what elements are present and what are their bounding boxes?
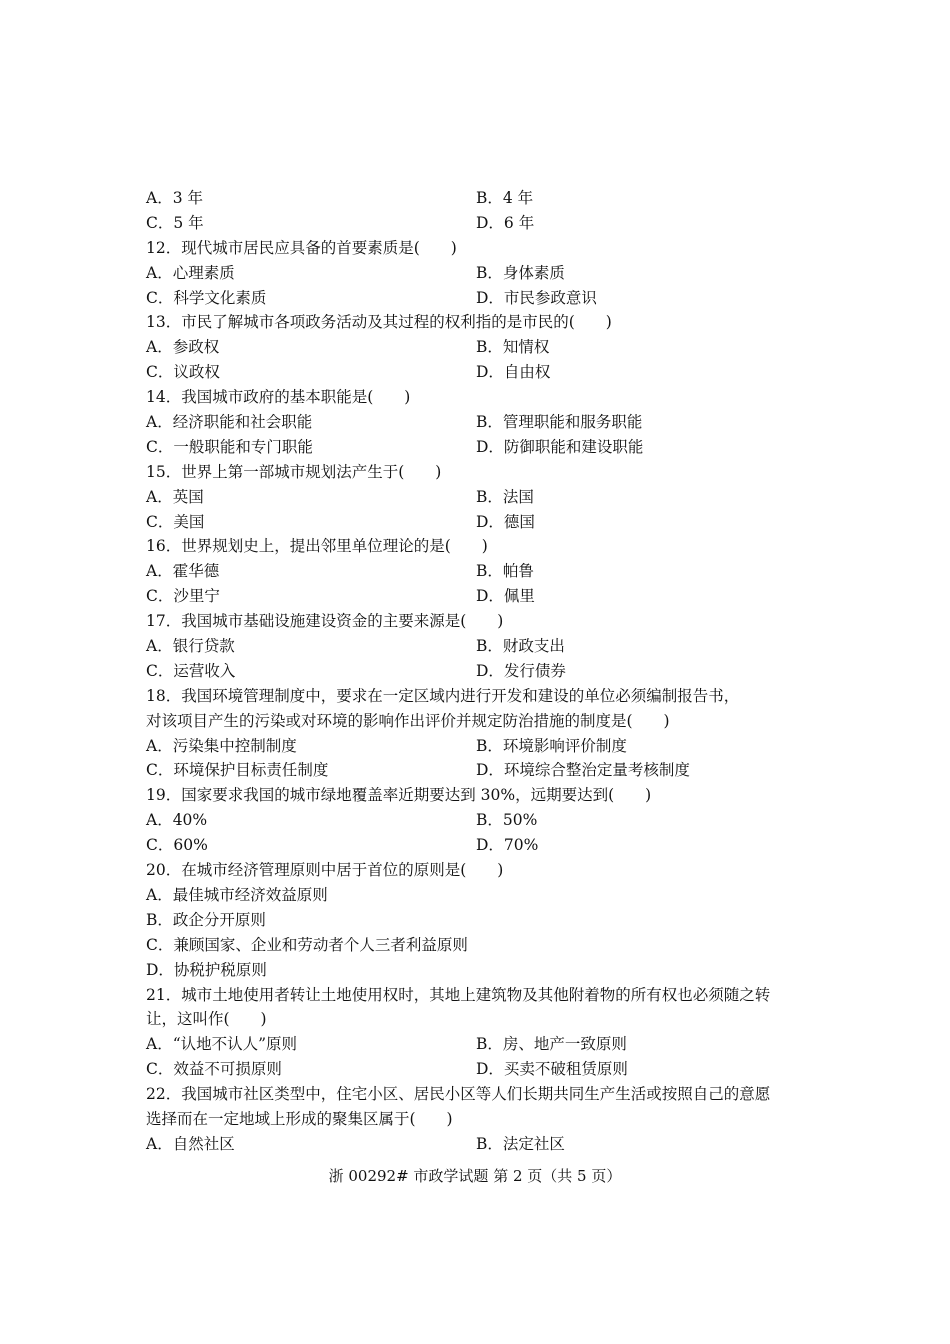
answer-option: A．参政权: [146, 338, 220, 357]
option-row: [146, 335, 826, 360]
option-row: [146, 286, 826, 311]
answer-option: C．沙里宁: [146, 587, 220, 606]
answer-option: B．管理职能和服务职能: [476, 413, 643, 432]
answer-option: A．污染集中控制制度: [146, 736, 297, 755]
question-q14: [146, 385, 826, 460]
answer-option: D．佩里: [476, 587, 535, 606]
question-q19: [146, 783, 826, 858]
option-row: [146, 659, 826, 684]
option-row: [146, 211, 826, 236]
answer-option: A．自然社区: [146, 1134, 235, 1153]
answer-option: D．协税护税原则: [146, 960, 267, 979]
option-row: [146, 1032, 826, 1057]
answer-option: A．最佳城市经济效益原则: [146, 885, 328, 904]
answer-option: A．40%: [146, 811, 208, 830]
answer-option: D．自由权: [476, 363, 551, 382]
option-row: [146, 833, 826, 858]
option-row: [146, 510, 826, 535]
option-row: [146, 584, 826, 609]
answer-option: A．“认地不认人”原则: [146, 1035, 298, 1054]
question-stem: 让，这叫作( ): [146, 1010, 267, 1029]
answer-option: C．议政权: [146, 363, 220, 382]
question-stem: 13．市民了解城市各项政务活动及其过程的权利指的是市民的( ): [146, 313, 612, 332]
question-q18: [146, 684, 826, 784]
option-row: [146, 261, 826, 286]
question-q12: [146, 236, 826, 311]
question-stem: 17．我国城市基础设施建设资金的主要来源是( ): [146, 612, 504, 631]
option-row: [146, 435, 826, 460]
question-stem: 19．国家要求我国的城市绿地覆盖率近期要达到 30%，远期要达到( ): [146, 786, 652, 805]
answer-option: C．美国: [146, 512, 205, 531]
answer-option: A．经济职能和社会职能: [146, 413, 313, 432]
question-q15: [146, 460, 826, 535]
answer-option: B．4 年: [476, 189, 534, 207]
answer-option: D．市民参政意识: [476, 288, 597, 307]
answer-option: C．60%: [146, 836, 208, 855]
answer-option: C．效益不可损原则: [146, 1060, 282, 1079]
answer-option: B．房、地产一致原则: [476, 1035, 627, 1054]
page-footer: 浙 00292# 市政学试题 第 2 页（共 5 页）: [328, 1167, 622, 1185]
option-row: [146, 808, 826, 833]
answer-option: D．防御职能和建设职能: [476, 437, 644, 456]
answer-option: D．发行债券: [476, 661, 566, 680]
question-stem: 16．世界规划史上，提出邻里单位理论的是( ): [146, 537, 488, 556]
option-row: [146, 559, 826, 584]
answer-option: B．财政支出: [476, 637, 565, 656]
answer-option: B．法国: [476, 487, 534, 506]
answer-option: B．环境影响评价制度: [476, 736, 627, 755]
answer-option: D．环境综合整治定量考核制度: [476, 761, 690, 780]
answer-option: A．银行贷款: [146, 637, 235, 656]
answer-option: A．霍华德: [146, 562, 220, 581]
option-row: [146, 186, 826, 211]
answer-option: C．一般职能和专门职能: [146, 437, 313, 456]
option-row: [146, 360, 826, 385]
question-q17: [146, 609, 826, 684]
question-stem: 21．城市土地使用者转让土地使用权时，其地上建筑物及其他附着物的所有权也必须随之转: [146, 985, 771, 1004]
option-row: [146, 634, 826, 659]
question-q22: [146, 1082, 826, 1157]
question-q20: [146, 858, 826, 982]
question-stem: 15．世界上第一部城市规划法产生于( ): [146, 462, 442, 481]
answer-option: D．70%: [476, 836, 539, 855]
option-row: [146, 485, 826, 510]
question-stem: 选择而在一定地域上形成的聚集区属于( ): [146, 1109, 453, 1128]
question-q16: [146, 534, 826, 609]
answer-option: D．6 年: [476, 213, 535, 232]
answer-option: B．50%: [476, 811, 538, 830]
answer-option: B．法定社区: [476, 1134, 565, 1153]
question-stem: 对该项目产生的污染或对环境的影响作出评价并规定防治措施的制度是( ): [146, 711, 670, 730]
option-row: [146, 734, 826, 759]
question-stem: 14．我国城市政府的基本职能是( ): [146, 388, 411, 407]
answer-option: B．帕鲁: [476, 562, 534, 581]
answer-option: B．知情权: [476, 338, 550, 357]
answer-option: C．运营收入: [146, 661, 236, 680]
option-row: [146, 1132, 826, 1157]
option-row: [146, 410, 826, 435]
answer-option: B．身体素质: [476, 263, 565, 282]
answer-option: C．科学文化素质: [146, 288, 267, 307]
answer-option: A．英国: [146, 487, 204, 506]
question-stem: 22．我国城市社区类型中，住宅小区、居民小区等人们长期共同生产生活或按照自己的意愿: [146, 1085, 771, 1104]
question-q11: [146, 186, 826, 236]
option-row: [146, 1057, 826, 1082]
exam-page: [146, 186, 826, 1157]
answer-option: D．买卖不破租赁原则: [476, 1060, 628, 1079]
answer-option: C．环境保护目标责任制度: [146, 761, 329, 780]
answer-option: A．3 年: [146, 189, 203, 207]
question-q13: [146, 310, 826, 385]
answer-option: B．政企分开原则: [146, 910, 266, 929]
question-stem: 12．现代城市居民应具备的首要素质是( ): [146, 238, 457, 257]
answer-option: D．德国: [476, 512, 535, 531]
question-stem: 18．我国环境管理制度中，要求在一定区域内进行开发和建设的单位必须编制报告书，: [146, 686, 740, 705]
answer-option: C．5 年: [146, 213, 204, 232]
question-q21: [146, 983, 826, 1083]
option-row: [146, 758, 826, 783]
answer-option: C．兼顾国家、企业和劳动者个人三者利益原则: [146, 935, 468, 954]
question-stem: 20．在城市经济管理原则中居于首位的原则是( ): [146, 861, 504, 880]
answer-option: A．心理素质: [146, 263, 235, 282]
